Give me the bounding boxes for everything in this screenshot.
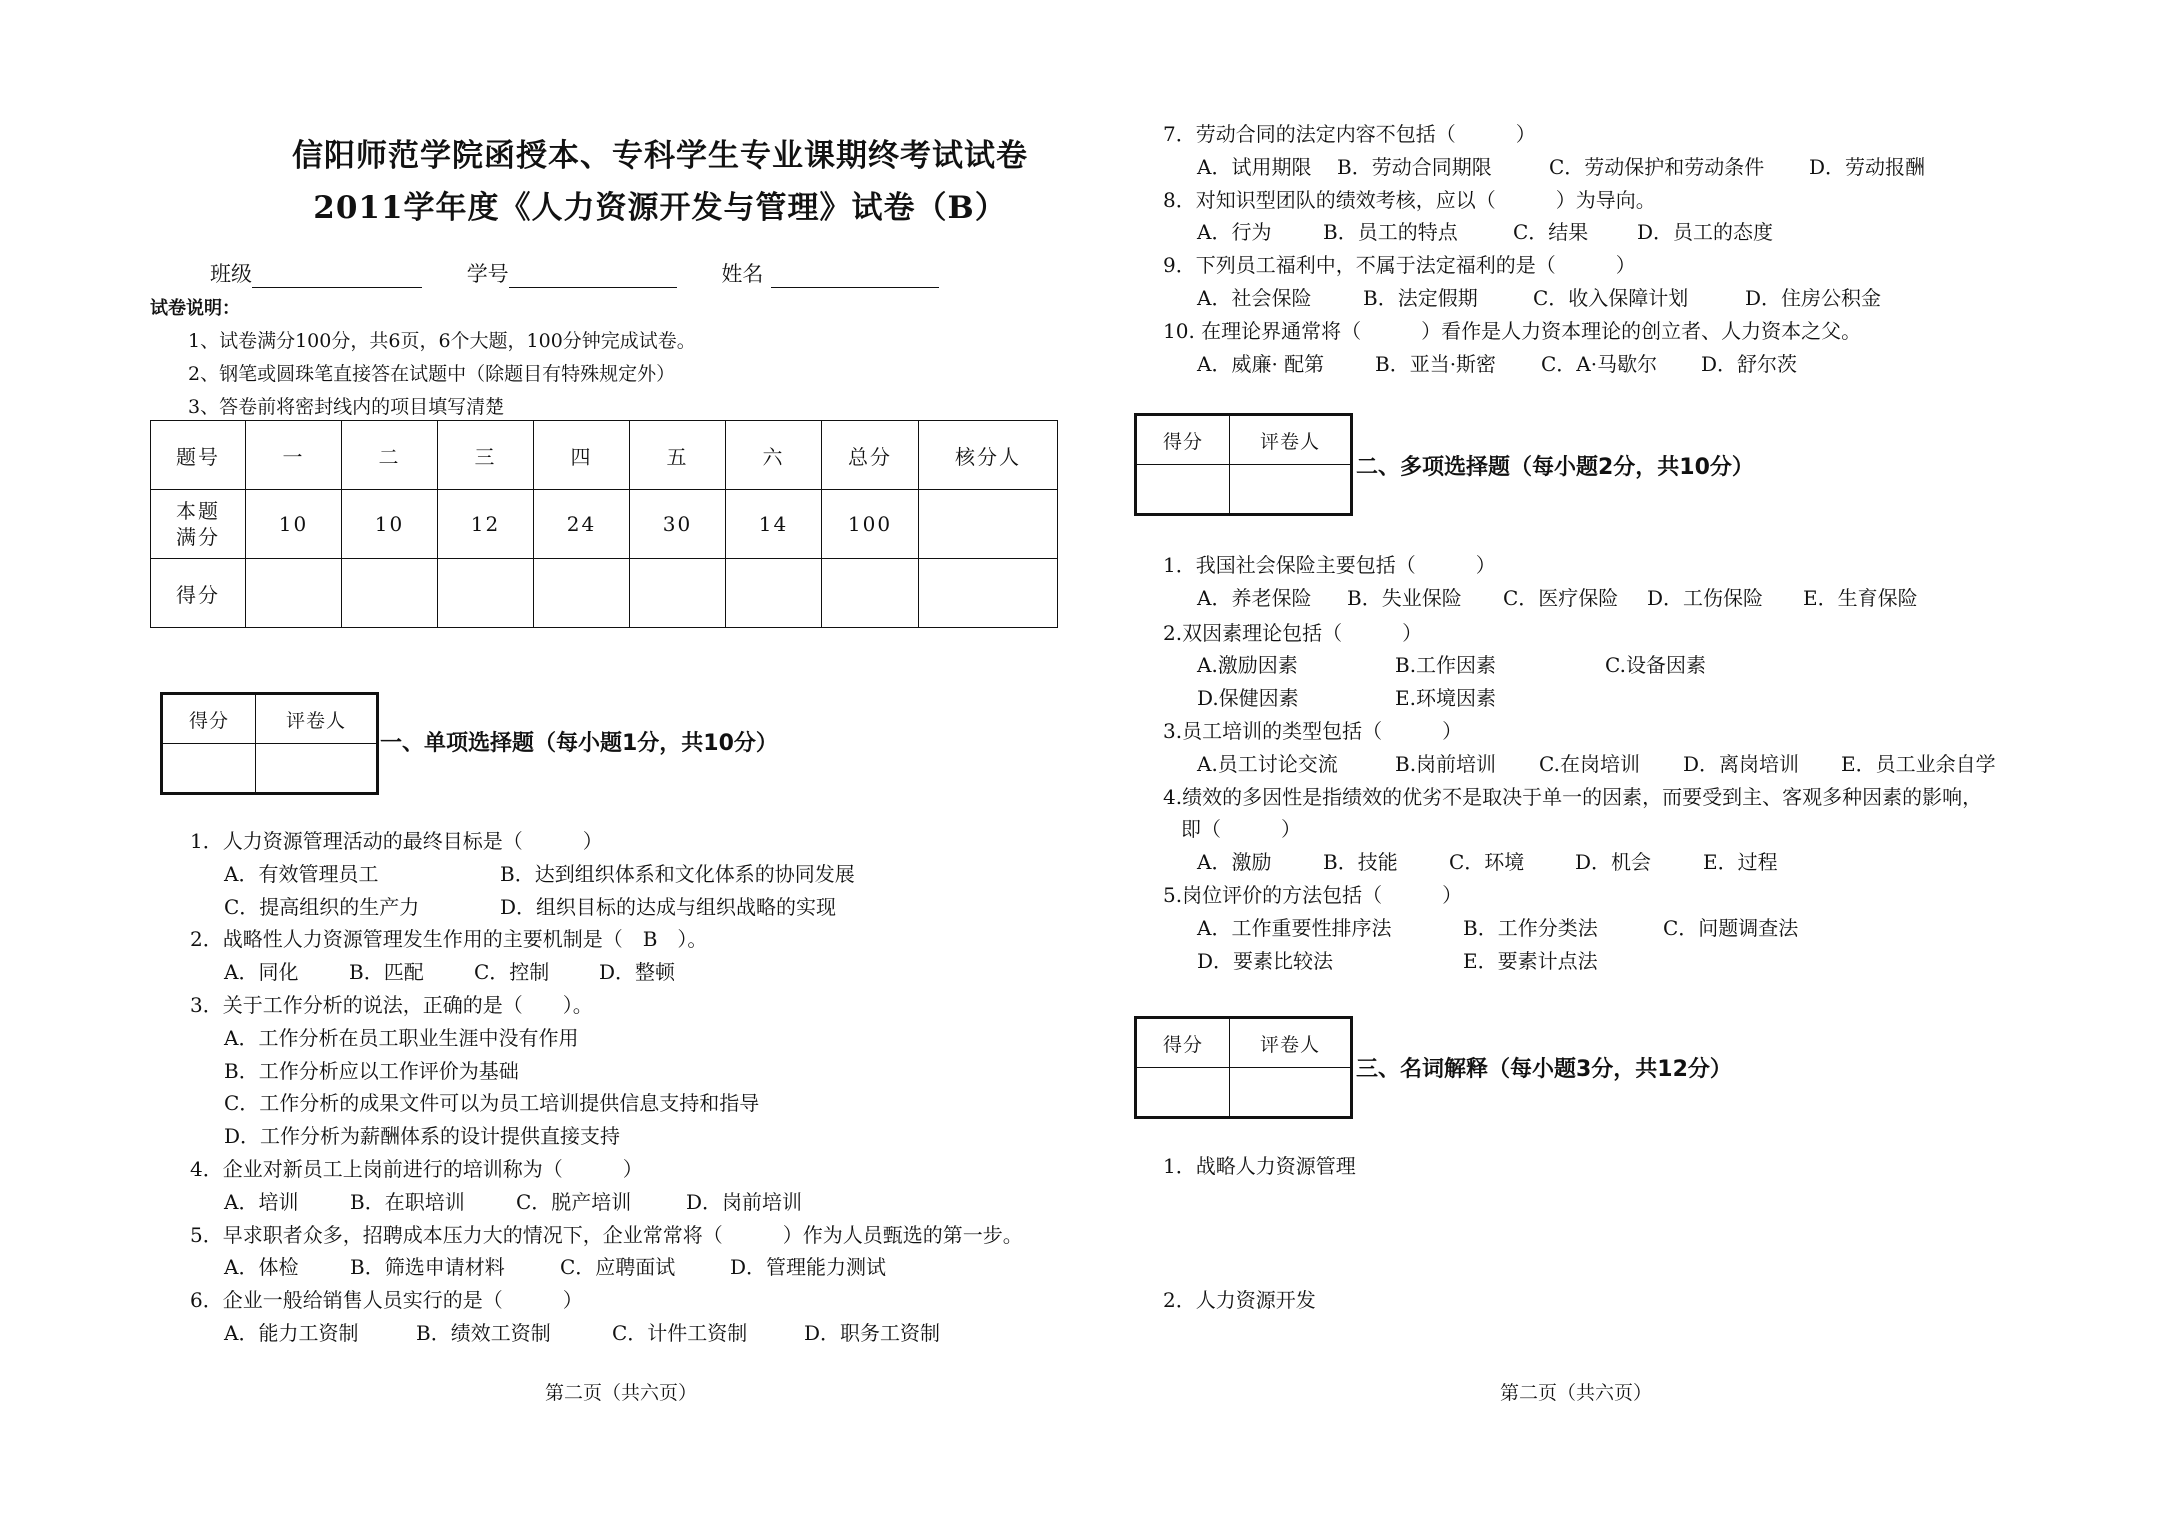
- option[interactable]: D．工作分析为薪酬体系的设计提供直接支持: [224, 1124, 621, 1149]
- exam-notes: [150, 292, 696, 424]
- option[interactable]: D.保健因素: [1197, 686, 1299, 711]
- page-footer: 第二页（共六页）: [545, 1382, 698, 1404]
- options: [1163, 846, 1996, 879]
- header-cell: 核分人: [919, 421, 1058, 490]
- option[interactable]: C.在岗培训: [1539, 751, 1640, 776]
- option[interactable]: B．达到组织体系和文化体系的协同发展: [500, 861, 855, 886]
- option[interactable]: B．绩效工资制: [416, 1320, 551, 1345]
- options: [1163, 282, 1925, 315]
- grader-input-cell[interactable]: [1230, 465, 1352, 515]
- notes-heading: 试卷说明：: [150, 298, 240, 319]
- options: [190, 956, 1023, 989]
- row-label: [151, 490, 246, 559]
- option[interactable]: B．工作分析应以工作评价为基础: [224, 1058, 519, 1083]
- table-cell: 12: [438, 490, 534, 559]
- option[interactable]: B．技能: [1323, 850, 1398, 875]
- options: [1163, 912, 1996, 945]
- grader-box-2: [1134, 413, 1353, 516]
- option[interactable]: A．同化: [224, 960, 299, 985]
- options: [1163, 748, 1996, 781]
- section3-title: 三、名词解释（每小题3分，共12分）: [1356, 1057, 1732, 1082]
- score-input-cell[interactable]: [919, 559, 1058, 628]
- question: 3．关于工作分析的说法，正确的是（ ）。: [190, 992, 593, 1017]
- question: 1．人力资源管理活动的最终目标是（ ）: [190, 829, 603, 853]
- score-input-cell[interactable]: [1136, 1068, 1230, 1118]
- option[interactable]: E．员工业余自学: [1841, 751, 1996, 776]
- table-cell: 10: [342, 490, 438, 559]
- option[interactable]: D．岗前培训: [686, 1189, 803, 1214]
- option[interactable]: D．舒尔茨: [1701, 351, 1798, 376]
- options: [1163, 649, 1996, 682]
- score-input-cell[interactable]: [438, 559, 534, 628]
- header-cell: 总分: [822, 421, 919, 490]
- option[interactable]: D．机会: [1575, 850, 1652, 875]
- options: [190, 1186, 1023, 1219]
- question: 5．早求职者众多，招聘成本压力大的情况下，企业常常将（ ）作为人员甄选的第一步。: [190, 1222, 1023, 1247]
- score-input-cell[interactable]: [162, 744, 256, 794]
- option[interactable]: E．生育保险: [1803, 585, 1918, 610]
- header-cell: 二: [342, 421, 438, 490]
- options: [1163, 582, 1996, 615]
- option[interactable]: A．工作重要性排序法: [1197, 915, 1392, 940]
- option[interactable]: C．应聘面试: [560, 1255, 676, 1280]
- question: 10. 在理论界通常将（ ）看作是人力资本理论的创立者、人力资本之父。: [1163, 318, 1862, 343]
- option[interactable]: A.激励因素: [1197, 653, 1298, 678]
- question: 5.岗位评价的方法包括（ ）: [1163, 882, 1463, 907]
- grader-box-3: [1134, 1016, 1353, 1119]
- full-label: 本题满分: [176, 499, 220, 549]
- header-cell: 四: [534, 421, 630, 490]
- option[interactable]: C．问题调查法: [1663, 915, 1799, 940]
- question: 4．企业对新员工上岗前进行的培训称为（ ）: [190, 1156, 643, 1181]
- options: [190, 858, 1023, 891]
- grader-box-1: [160, 692, 379, 795]
- section1-title: 一、单项选择题（每小题1分，共10分）: [380, 731, 778, 756]
- option[interactable]: B．劳动合同期限: [1337, 154, 1492, 179]
- options: [190, 1317, 1023, 1350]
- option[interactable]: B．亚当·斯密: [1375, 351, 1497, 376]
- option[interactable]: C．结果: [1513, 220, 1589, 245]
- table-cell: 24: [534, 490, 630, 559]
- option[interactable]: D．离岗培训: [1683, 751, 1800, 776]
- question: 7．劳动合同的法定内容不包括（ ）: [1163, 122, 1536, 146]
- option[interactable]: A．试用期限: [1197, 154, 1312, 179]
- table-cell: 100: [822, 490, 919, 559]
- score-table: [150, 420, 1058, 628]
- name-blank[interactable]: [771, 267, 939, 288]
- option[interactable]: D．住房公积金: [1745, 285, 1882, 310]
- question: 8．对知识型团队的绩效考核，应以（ ）为导向。: [1163, 187, 1656, 212]
- option[interactable]: A．养老保险: [1197, 585, 1312, 610]
- option[interactable]: C．控制: [474, 960, 550, 985]
- options: [1163, 151, 1925, 184]
- grader-input-cell[interactable]: [256, 744, 378, 794]
- option[interactable]: D．工伤保险: [1647, 585, 1764, 610]
- id-label: 学号: [466, 262, 509, 286]
- option[interactable]: B．员工的特点: [1323, 220, 1458, 245]
- option[interactable]: C．劳动保护和劳动条件: [1549, 154, 1765, 179]
- grader-input-cell[interactable]: [1230, 1068, 1352, 1118]
- option[interactable]: E．过程: [1703, 850, 1778, 875]
- option[interactable]: D．组织目标的达成与组织战略的实现: [500, 894, 837, 919]
- option[interactable]: A．社会保险: [1197, 285, 1312, 310]
- options: [1163, 216, 1925, 249]
- option[interactable]: B.岗前培训: [1395, 751, 1497, 776]
- score-table-full-row: [151, 490, 1058, 559]
- option[interactable]: B．在职培训: [350, 1189, 465, 1214]
- option[interactable]: B．法定假期: [1363, 285, 1478, 310]
- question: 9．下列员工福利中，不属于法定福利的是（ ）: [1163, 253, 1636, 278]
- option[interactable]: B．筛选申请材料: [350, 1255, 505, 1280]
- class-label: 班级: [210, 262, 252, 286]
- grader-label: 评卷人: [1230, 1018, 1352, 1068]
- option[interactable]: C．环境: [1449, 850, 1525, 875]
- question: 2．战略性人力资源管理发生作用的主要机制是（ B ）。: [190, 927, 708, 952]
- option[interactable]: B．失业保险: [1347, 585, 1462, 610]
- header-cell: 一: [246, 421, 342, 490]
- header-cell: 六: [726, 421, 822, 490]
- option[interactable]: A.员工讨论交流: [1197, 751, 1338, 776]
- multi-choice-list: [1163, 549, 1996, 977]
- id-blank[interactable]: [509, 267, 677, 288]
- header-cell: 三: [438, 421, 534, 490]
- table-cell: 30: [630, 490, 726, 559]
- options: [190, 891, 1023, 924]
- options: [190, 1251, 1023, 1284]
- option[interactable]: A．威廉· 配第: [1197, 351, 1325, 376]
- options: [1163, 348, 1925, 381]
- score-label: 得分: [1136, 1018, 1230, 1068]
- note-line: 1、试卷满分100分，共6页，6个大题，100分钟完成试卷。: [188, 330, 696, 352]
- score-input-cell[interactable]: [342, 559, 438, 628]
- options: [1163, 945, 1996, 978]
- option[interactable]: E．要素计点法: [1463, 948, 1598, 973]
- header-cell: 五: [630, 421, 726, 490]
- single-choice-list: [190, 825, 1023, 1350]
- page-footer: 第二页（共六页）: [1500, 1382, 1653, 1404]
- option[interactable]: C．医疗保险: [1503, 585, 1619, 610]
- option[interactable]: C．工作分析的成果文件可以为员工培训提供信息支持和指导: [224, 1091, 760, 1116]
- score-input-cell[interactable]: [534, 559, 630, 628]
- option[interactable]: C．计件工资制: [612, 1320, 748, 1345]
- class-blank[interactable]: [252, 267, 422, 288]
- option[interactable]: C.设备因素: [1605, 653, 1706, 678]
- option[interactable]: D．劳动报酬: [1809, 154, 1926, 179]
- option[interactable]: A．能力工资制: [224, 1320, 359, 1345]
- score-input-cell[interactable]: [1136, 465, 1230, 515]
- option[interactable]: B．匹配: [349, 960, 424, 985]
- option[interactable]: D．员工的态度: [1637, 220, 1774, 245]
- question: 4.绩效的多因性是指绩效的优劣不是取决于单一的因素，而要受到主、客观多种因素的影响，: [1163, 784, 1983, 809]
- score-input-cell[interactable]: [822, 559, 919, 628]
- grader-label: 评卷人: [1230, 415, 1352, 465]
- table-cell: 10: [246, 490, 342, 559]
- exam-subtitle: 2011学年度《人力资源开发与管理》试卷（B）: [313, 190, 1007, 226]
- options: [1163, 682, 1996, 715]
- grader-label: 评卷人: [256, 694, 378, 744]
- option[interactable]: B.工作因素: [1395, 653, 1497, 678]
- score-input-cell[interactable]: [726, 559, 822, 628]
- option[interactable]: D．整顿: [599, 960, 676, 985]
- option[interactable]: D．要素比较法: [1197, 948, 1334, 973]
- score-label: 得分: [1136, 415, 1230, 465]
- note-line: 3、答卷前将密封线内的项目填写清楚: [188, 396, 505, 418]
- option[interactable]: A．体检: [224, 1255, 299, 1280]
- option[interactable]: C．收入保障计划: [1533, 285, 1689, 310]
- row-label: 得分: [151, 559, 246, 628]
- option[interactable]: D．管理能力测试: [730, 1255, 887, 1280]
- student-info-line: [210, 258, 939, 288]
- question: 6．企业一般给销售人员实行的是（ ）: [190, 1288, 583, 1313]
- question: 3.员工培训的类型包括（ ）: [1163, 718, 1463, 743]
- option[interactable]: A．激励: [1197, 850, 1272, 875]
- score-input-cell[interactable]: [630, 559, 726, 628]
- question: 2.双因素理论包括（ ）: [1163, 620, 1423, 645]
- table-cell: [919, 490, 1058, 559]
- question-cont: 即（ ）: [1181, 817, 1301, 842]
- term-item: 1．战略人力资源管理: [1163, 1154, 1356, 1178]
- note-line: 2、钢笔或圆珠笔直接答在试题中（除题目有特殊规定外）: [188, 363, 676, 385]
- section2-title: 二、多项选择题（每小题2分，共10分）: [1356, 455, 1754, 480]
- exam-title: 信阳师范学院函授本、专科学生专业课期终考试试卷: [292, 138, 1028, 174]
- question: 1．我国社会保险主要包括（ ）: [1163, 553, 1496, 577]
- name-label: 姓名: [721, 262, 764, 286]
- option[interactable]: A．有效管理员工: [224, 861, 379, 886]
- option[interactable]: D．职务工资制: [804, 1320, 941, 1345]
- term-item: 2．人力资源开发: [1163, 1288, 1316, 1312]
- score-table-header-row: [151, 421, 1058, 490]
- option[interactable]: E.环境因素: [1395, 686, 1496, 711]
- option[interactable]: B．工作分类法: [1463, 915, 1598, 940]
- option[interactable]: A．培训: [224, 1189, 299, 1214]
- table-cell: 14: [726, 490, 822, 559]
- header-cell: 题号: [151, 421, 246, 490]
- option[interactable]: C．脱产培训: [516, 1189, 632, 1214]
- option[interactable]: C．提高组织的生产力: [224, 894, 420, 919]
- option[interactable]: C．A·马歇尔: [1541, 351, 1658, 376]
- single-choice-list-cont: [1163, 118, 1925, 380]
- option[interactable]: A．行为: [1197, 220, 1272, 245]
- score-table-got-row: [151, 559, 1058, 628]
- option[interactable]: A．工作分析在员工职业生涯中没有作用: [224, 1025, 579, 1050]
- score-label: 得分: [162, 694, 256, 744]
- score-input-cell[interactable]: [246, 559, 342, 628]
